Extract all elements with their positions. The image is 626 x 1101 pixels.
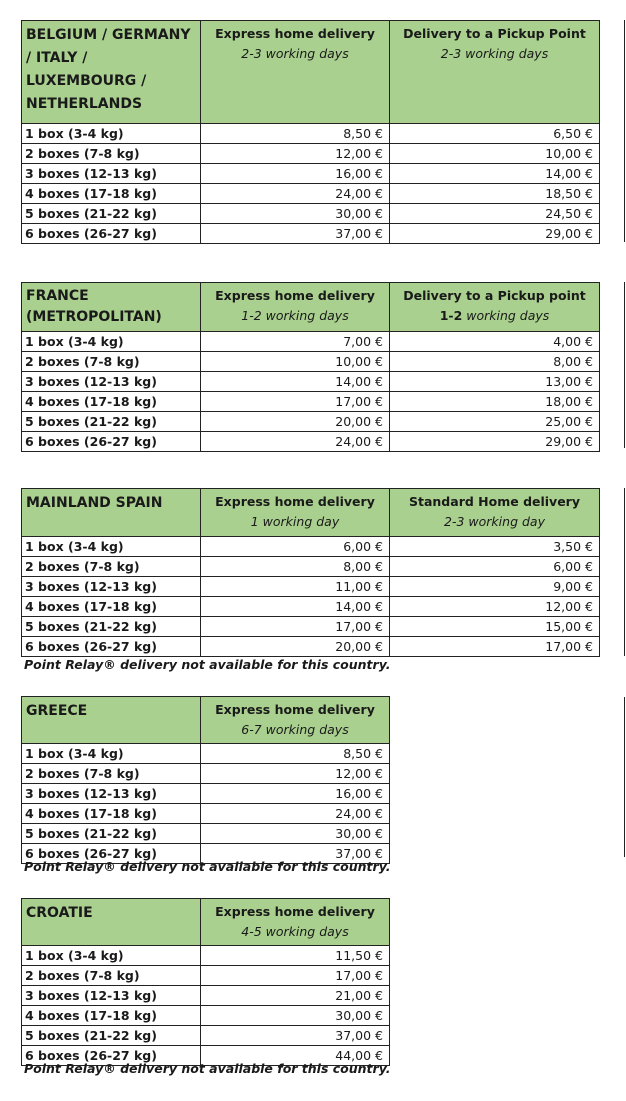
- country-heading: MAINLAND SPAIN: [22, 489, 201, 537]
- box-count: 6 boxes (26-27 kg): [22, 1046, 201, 1066]
- table-row: [22, 804, 390, 824]
- price-cell: 6,50 €: [390, 124, 600, 144]
- box-count: 2 boxes (7-8 kg): [22, 352, 201, 372]
- price-cell: 17,00 €: [201, 392, 390, 412]
- column-title: Delivery to a Pickup Point: [403, 26, 586, 41]
- country-heading: BELGIUM / GERMANY / ITALY / LUXEMBOURG / NETHERLANDS: [22, 21, 201, 124]
- price-cell: 29,00 €: [390, 432, 600, 452]
- price-cell: 37,00 €: [201, 844, 390, 864]
- price-cell: 12,00 €: [201, 764, 390, 784]
- price-cell: 30,00 €: [201, 1006, 390, 1026]
- shipping-table-greece: [21, 696, 390, 864]
- table-row: [22, 597, 600, 617]
- box-count: 1 box (3-4 kg): [22, 744, 201, 764]
- price-cell: 3,50 €: [390, 537, 600, 557]
- column-title: Express home delivery: [215, 494, 375, 509]
- box-count: 1 box (3-4 kg): [22, 537, 201, 557]
- column-title: Express home delivery: [215, 288, 375, 303]
- shipping-table-spain: [21, 488, 600, 657]
- table-row: [22, 986, 390, 1006]
- box-count: 6 boxes (26-27 kg): [22, 432, 201, 452]
- table-row: [22, 577, 600, 597]
- delivery-time: 2-3 working day: [444, 514, 545, 529]
- table-row: [22, 412, 600, 432]
- price-cell: 37,00 €: [201, 224, 390, 244]
- price-cell: 7,00 €: [201, 332, 390, 352]
- table-row: [22, 557, 600, 577]
- table-row: [22, 164, 600, 184]
- table-row: [22, 392, 600, 412]
- price-cell: 6,00 €: [201, 537, 390, 557]
- delivery-time: [394, 306, 595, 326]
- country-heading: CROATIE: [22, 899, 201, 946]
- delivery-time-range: 1-2: [439, 308, 463, 323]
- delivery-time: 2-3 working days: [241, 46, 349, 61]
- column-header-standard: [390, 489, 600, 537]
- table-row: [22, 1006, 390, 1026]
- column-header-pickup: [390, 283, 600, 332]
- price-cell: 24,00 €: [201, 432, 390, 452]
- price-cell: 14,00 €: [201, 597, 390, 617]
- price-cell: 12,00 €: [390, 597, 600, 617]
- table-row: [22, 352, 600, 372]
- table-row: [22, 332, 600, 352]
- column-header-pickup: [390, 21, 600, 124]
- column-title: Express home delivery: [215, 26, 375, 41]
- column-title: Express home delivery: [215, 702, 375, 717]
- price-cell: 16,00 €: [201, 164, 390, 184]
- column-header-express: [201, 899, 390, 946]
- price-cell: 11,50 €: [201, 946, 390, 966]
- price-cell: 10,00 €: [390, 144, 600, 164]
- delivery-time: 4-5 working days: [241, 924, 349, 939]
- delivery-time: 2-3 working days: [440, 46, 549, 61]
- right-edge-line: [624, 697, 625, 857]
- availability-note: Point Relay® delivery not available for this country.: [24, 657, 391, 672]
- box-count: 4 boxes (17-18 kg): [22, 184, 201, 204]
- price-cell: 17,00 €: [201, 617, 390, 637]
- table-row: [22, 224, 600, 244]
- table-row: [22, 617, 600, 637]
- box-count: 4 boxes (17-18 kg): [22, 597, 201, 617]
- shipping-table-benelux: [21, 20, 600, 244]
- price-cell: 24,00 €: [201, 804, 390, 824]
- price-cell: 8,50 €: [201, 744, 390, 764]
- box-count: 1 box (3-4 kg): [22, 124, 201, 144]
- box-count: 3 boxes (12-13 kg): [22, 784, 201, 804]
- table-row: [22, 184, 600, 204]
- country-heading: FRANCE (METROPOLITAN): [22, 283, 201, 332]
- price-cell: 9,00 €: [390, 577, 600, 597]
- box-count: 4 boxes (17-18 kg): [22, 1006, 201, 1026]
- box-count: 3 boxes (12-13 kg): [22, 986, 201, 1006]
- price-cell: 30,00 €: [201, 824, 390, 844]
- delivery-time: 1 working day: [250, 514, 340, 529]
- right-edge-line: [624, 488, 625, 656]
- price-cell: 24,00 €: [201, 184, 390, 204]
- price-cell: 18,50 €: [390, 184, 600, 204]
- table-row: [22, 124, 600, 144]
- column-header-express: [201, 283, 390, 332]
- box-count: 6 boxes (26-27 kg): [22, 844, 201, 864]
- column-header-express: [201, 697, 390, 744]
- table-row: [22, 946, 390, 966]
- box-count: 1 box (3-4 kg): [22, 332, 201, 352]
- box-count: 5 boxes (21-22 kg): [22, 204, 201, 224]
- column-header-express: [201, 21, 390, 124]
- price-cell: 25,00 €: [390, 412, 600, 432]
- box-count: 3 boxes (12-13 kg): [22, 372, 201, 392]
- box-count: 6 boxes (26-27 kg): [22, 637, 201, 657]
- box-count: 2 boxes (7-8 kg): [22, 557, 201, 577]
- table-row: [22, 637, 600, 657]
- table-row: [22, 764, 390, 784]
- box-count: 6 boxes (26-27 kg): [22, 224, 201, 244]
- box-count: 4 boxes (17-18 kg): [22, 392, 201, 412]
- price-cell: 24,50 €: [390, 204, 600, 224]
- box-count: 2 boxes (7-8 kg): [22, 144, 201, 164]
- right-edge-line: [624, 20, 625, 242]
- price-cell: 17,00 €: [390, 637, 600, 657]
- price-cell: 44,00 €: [201, 1046, 390, 1066]
- price-cell: 6,00 €: [390, 557, 600, 577]
- table-row: [22, 432, 600, 452]
- box-count: 5 boxes (21-22 kg): [22, 1026, 201, 1046]
- availability-note: Point Relay® delivery not available for this country.: [24, 859, 391, 874]
- table-row: [22, 824, 390, 844]
- table-row: [22, 144, 600, 164]
- table-row: [22, 784, 390, 804]
- shipping-table-croatia: [21, 898, 390, 1066]
- price-cell: 18,00 €: [390, 392, 600, 412]
- box-count: 2 boxes (7-8 kg): [22, 966, 201, 986]
- price-cell: 29,00 €: [390, 224, 600, 244]
- column-title: Standard Home delivery: [409, 494, 580, 509]
- price-cell: 15,00 €: [390, 617, 600, 637]
- price-cell: 11,00 €: [201, 577, 390, 597]
- availability-note: Point Relay® delivery not available for this country.: [24, 1061, 391, 1076]
- price-cell: 8,00 €: [390, 352, 600, 372]
- price-cell: 14,00 €: [390, 164, 600, 184]
- price-cell: 17,00 €: [201, 966, 390, 986]
- price-cell: 16,00 €: [201, 784, 390, 804]
- box-count: 5 boxes (21-22 kg): [22, 824, 201, 844]
- box-count: 2 boxes (7-8 kg): [22, 764, 201, 784]
- box-count: 4 boxes (17-18 kg): [22, 804, 201, 824]
- table-row: [22, 537, 600, 557]
- box-count: 5 boxes (21-22 kg): [22, 617, 201, 637]
- column-header-express: [201, 489, 390, 537]
- price-cell: 13,00 €: [390, 372, 600, 392]
- box-count: 3 boxes (12-13 kg): [22, 164, 201, 184]
- price-cell: 8,50 €: [201, 124, 390, 144]
- delivery-time-unit: working days: [462, 308, 550, 323]
- price-cell: 4,00 €: [390, 332, 600, 352]
- column-title: Express home delivery: [215, 904, 375, 919]
- box-count: 3 boxes (12-13 kg): [22, 577, 201, 597]
- delivery-time: 1-2 working days: [241, 308, 349, 323]
- price-cell: 12,00 €: [201, 144, 390, 164]
- shipping-table-france: [21, 282, 600, 452]
- price-cell: 20,00 €: [201, 637, 390, 657]
- box-count: 1 box (3-4 kg): [22, 946, 201, 966]
- table-row: [22, 966, 390, 986]
- delivery-time: 6-7 working days: [241, 722, 349, 737]
- price-cell: 14,00 €: [201, 372, 390, 392]
- price-cell: 21,00 €: [201, 986, 390, 1006]
- price-cell: 8,00 €: [201, 557, 390, 577]
- price-cell: 10,00 €: [201, 352, 390, 372]
- price-cell: 30,00 €: [201, 204, 390, 224]
- price-cell: 20,00 €: [201, 412, 390, 432]
- country-heading: GREECE: [22, 697, 201, 744]
- table-row: [22, 204, 600, 224]
- price-cell: 37,00 €: [201, 1026, 390, 1046]
- table-row: [22, 744, 390, 764]
- table-row: [22, 1026, 390, 1046]
- table-row: [22, 372, 600, 392]
- right-edge-line: [624, 282, 625, 448]
- box-count: 5 boxes (21-22 kg): [22, 412, 201, 432]
- column-title: Delivery to a Pickup point: [403, 288, 586, 303]
